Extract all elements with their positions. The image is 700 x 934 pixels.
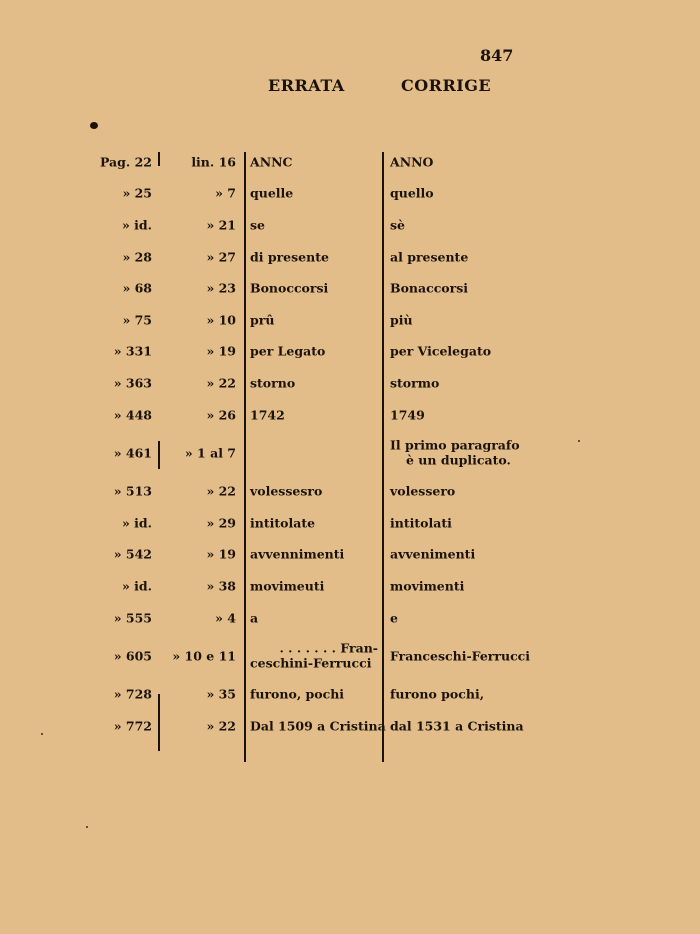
line-ref: » 22 <box>206 483 236 499</box>
corrige-text: Bonaccorsi <box>390 280 469 296</box>
table-row <box>80 710 540 742</box>
line-ref: » 10 <box>206 312 236 328</box>
page-ref: » 542 <box>113 546 152 562</box>
page-ref: » 448 <box>113 407 152 423</box>
line-ref: » 27 <box>206 249 236 265</box>
page-ref: Pag. 22 <box>99 154 152 170</box>
line-ref: » 38 <box>206 578 236 594</box>
table-row <box>80 602 540 634</box>
corrige-text: sè <box>390 217 405 233</box>
table-row <box>80 633 540 678</box>
page-number: 847 <box>480 46 514 65</box>
corrige-text: avvenimenti <box>390 546 476 562</box>
heading-errata: ERRATA <box>268 76 345 95</box>
errata-text: a <box>250 610 259 626</box>
line-ref: » 29 <box>206 515 236 531</box>
page-ref: » 28 <box>122 249 152 265</box>
corrige-line: Il primo paragrafo <box>390 437 520 453</box>
line-ref: » 10 e 11 <box>172 648 236 664</box>
errata-text: quelle <box>250 185 294 201</box>
table-row <box>80 570 540 602</box>
corrige-text: quello <box>390 185 434 201</box>
table-row <box>80 507 540 539</box>
corrige-text: 1749 <box>390 407 425 423</box>
errata-line: . . . . . . . Fran- <box>279 640 378 656</box>
line-ref: » 19 <box>206 343 236 359</box>
errata-text: storno <box>250 375 296 391</box>
table-row <box>80 178 540 210</box>
errata-text: per Legato <box>250 343 326 359</box>
line-ref: » 7 <box>215 185 236 201</box>
table-row <box>80 367 540 399</box>
line-ref: » 21 <box>206 217 236 233</box>
errata-text: avvennimenti <box>250 546 345 562</box>
errata-text: movimeuti <box>250 578 325 594</box>
corrige-text: movimenti <box>390 578 465 594</box>
corrige-text: stormo <box>390 375 440 391</box>
corrige-text: più <box>390 312 413 328</box>
errata-text-multiline <box>250 640 378 671</box>
page-ref: » id. <box>121 217 152 233</box>
table-row <box>80 146 540 178</box>
heading-corrige: CORRIGE <box>401 76 492 95</box>
page-ref: » 605 <box>113 648 152 664</box>
ink-dot-mark <box>90 122 98 129</box>
line-ref: » 4 <box>215 610 236 626</box>
errata-text: prû <box>250 312 275 328</box>
page-ref: » 68 <box>122 280 152 296</box>
page-ref: » 772 <box>113 718 152 734</box>
errata-text: furono, pochi <box>250 686 345 702</box>
table-row <box>80 336 540 368</box>
table-row <box>80 678 540 710</box>
table-row <box>80 539 540 571</box>
errata-text: volessesro <box>250 483 323 499</box>
line-ref: » 26 <box>206 407 236 423</box>
corrige-line: è un duplicato. <box>406 452 511 468</box>
corrige-text: dal 1531 a Cristina <box>390 718 524 734</box>
corrige-text: e <box>390 610 398 626</box>
page-ref: » id. <box>121 515 152 531</box>
errata-text: se <box>250 217 265 233</box>
table-row <box>80 304 540 336</box>
page-ref: » 75 <box>122 312 152 328</box>
page-ref: » 331 <box>113 343 152 359</box>
errata-table <box>80 146 540 742</box>
page-ref: » 555 <box>113 610 152 626</box>
line-ref: » 23 <box>206 280 236 296</box>
corrige-text: al presente <box>390 249 469 265</box>
line-ref: » 19 <box>206 546 236 562</box>
paper-speck <box>578 440 580 442</box>
paper-speck <box>86 826 88 828</box>
line-ref: » 22 <box>206 375 236 391</box>
errata-text: intitolate <box>250 515 316 531</box>
errata-text: 1742 <box>250 407 285 423</box>
page-ref: » id. <box>121 578 152 594</box>
errata-text: Dal 1509 a Cristina <box>250 718 386 734</box>
line-ref: lin. 16 <box>191 154 236 170</box>
table-row <box>80 430 540 475</box>
line-ref: » 22 <box>206 718 236 734</box>
errata-line: ceschini-Ferrucci <box>250 655 372 671</box>
table-row <box>80 475 540 507</box>
corrige-text: furono pochi, <box>390 686 485 702</box>
errata-text: ANNC <box>250 154 293 170</box>
corrige-text: per Vicelegato <box>390 343 492 359</box>
paper-speck <box>41 733 43 735</box>
table-row <box>80 209 540 241</box>
corrige-text: ANNO <box>390 154 434 170</box>
table-row <box>80 399 540 431</box>
page-ref: » 461 <box>113 445 152 461</box>
corrige-text: Franceschi-Ferrucci <box>390 648 531 664</box>
errata-text: Bonoccorsi <box>250 280 329 296</box>
line-ref: » 35 <box>206 686 236 702</box>
corrige-text: intitolati <box>390 515 452 531</box>
corrige-text: volessero <box>390 483 456 499</box>
page-ref: » 25 <box>122 185 152 201</box>
errata-text: di presente <box>250 249 329 265</box>
page-ref: » 728 <box>113 686 152 702</box>
corrige-text-multiline <box>390 437 550 468</box>
table-row <box>80 272 540 304</box>
line-ref: » 1 al 7 <box>184 445 236 461</box>
page-ref: » 513 <box>113 483 152 499</box>
table-row <box>80 241 540 273</box>
page-ref: » 363 <box>113 375 152 391</box>
